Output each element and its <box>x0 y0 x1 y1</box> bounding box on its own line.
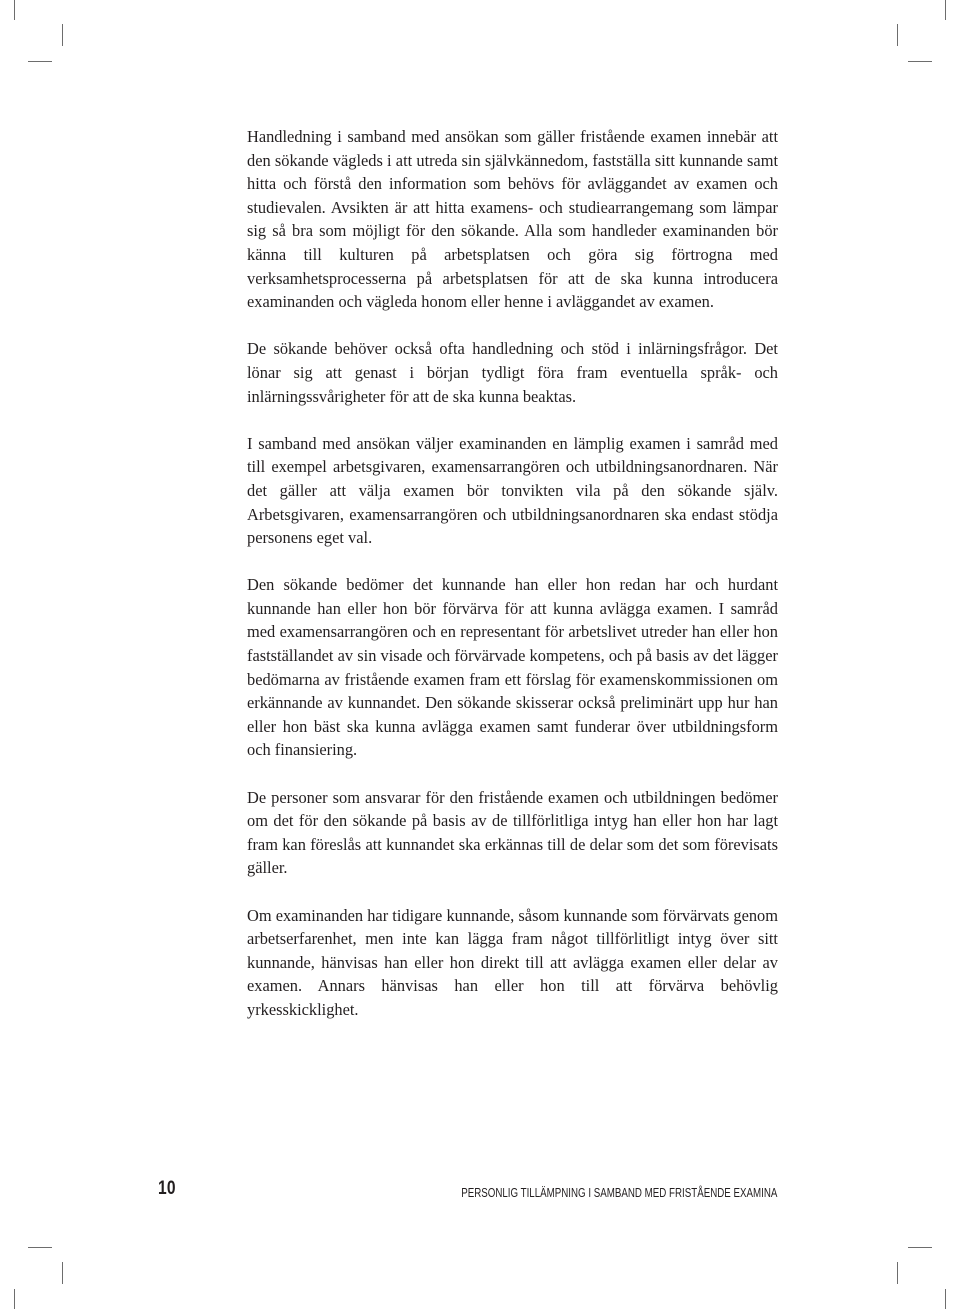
crop-mark <box>14 0 15 20</box>
crop-mark <box>897 1262 898 1284</box>
paragraph: De sökande behöver också ofta handledning och stöd i inlärningsfrågor. Det lönar sig att genast i början tydligt föra fram eventuella språk- och inlärningssvårigheter för att de ska kunna beaktas. <box>247 339 778 406</box>
page-number: 10 <box>158 1178 176 1199</box>
crop-mark <box>14 1289 15 1309</box>
crop-mark <box>897 24 898 46</box>
paragraph: De personer som ansvarar för den fristående examen och utbildningen bedömer om det för den sökande på basis av de tillförlitliga intyg han eller hon har lagt fram kan föreslås att kunnandet ska erkännas till de delar som det som förevisats gäller. <box>247 787 778 878</box>
crop-mark <box>945 0 946 20</box>
paragraph: Om examinanden har tidigare kunnande, såsom kunnande som förvärvats genom arbetserfarenhet, men inte kan lägga fram något tillförlitligt intyg över sitt kunnande, hänvisas han eller hon direkt till att avlägga examen eller delar av examen. Annars hänvisas han eller hon till att förvärva behövlig yrkesskicklighet. <box>247 905 778 1019</box>
crop-mark <box>62 24 63 46</box>
crop-mark <box>908 1247 932 1248</box>
running-head: PERSONLIG TILLÄMPNING I SAMBAND MED FRISTÅENDE EXAMINA <box>460 1186 777 1200</box>
crop-mark <box>28 1247 52 1248</box>
crop-mark <box>945 1289 946 1309</box>
crop-mark <box>908 61 932 62</box>
paragraph: Den sökande bedömer det kunnande han eller hon redan har och hurdant kunnande han eller hon bör förvärva för att kunna avlägga examen. I samråd med examensarrangören och en representant för arbetslivet utreder han eller hon fastställandet av sin visade och förvärvade kompetens, och på basis av det lägger bedömarna av fristående examen fram ett förslag för examenskommissionen om erkännande av kunnandet. Den sökande skisserar också preliminärt upp hur han eller hon bäst ska kunna avlägga examen samt funderar över utbildningsform och finansiering. <box>247 575 778 760</box>
paragraph: I samband med ansökan väljer examinanden en lämplig examen i samråd med till exempel arbetsgivaren, examensarrangören och utbildningsanordnaren. När det gäller att välja examen bör tonvikten vila på den sökande själv. Arbetsgivaren, examensarrangören och utbildningsanordnaren ska endast stödja personens eget val. <box>247 433 778 548</box>
crop-mark <box>28 61 52 62</box>
paragraph: Handledning i samband med ansökan som gäller fristående examen innebär att den sökande vägleds i att utreda sin självkännedom, fastställa sitt kunnande samt hitta och förstå den information som behövs för avläggandet av examen och studievalen. Avsikten är att hitta examens- och studiearrangemang som lämpar sig så bra som möjligt för den sökande. Alla som handleder examinanden bör känna till kulturen på arbetsplatsen och göra sig förtrogna med verksamhetsprocesserna på arbetsplatsen för att de ska kunna introducera examinanden och vägleda honom eller henne i avläggandet av examen. <box>247 127 778 312</box>
body-text <box>247 125 778 1045</box>
crop-mark <box>62 1262 63 1284</box>
